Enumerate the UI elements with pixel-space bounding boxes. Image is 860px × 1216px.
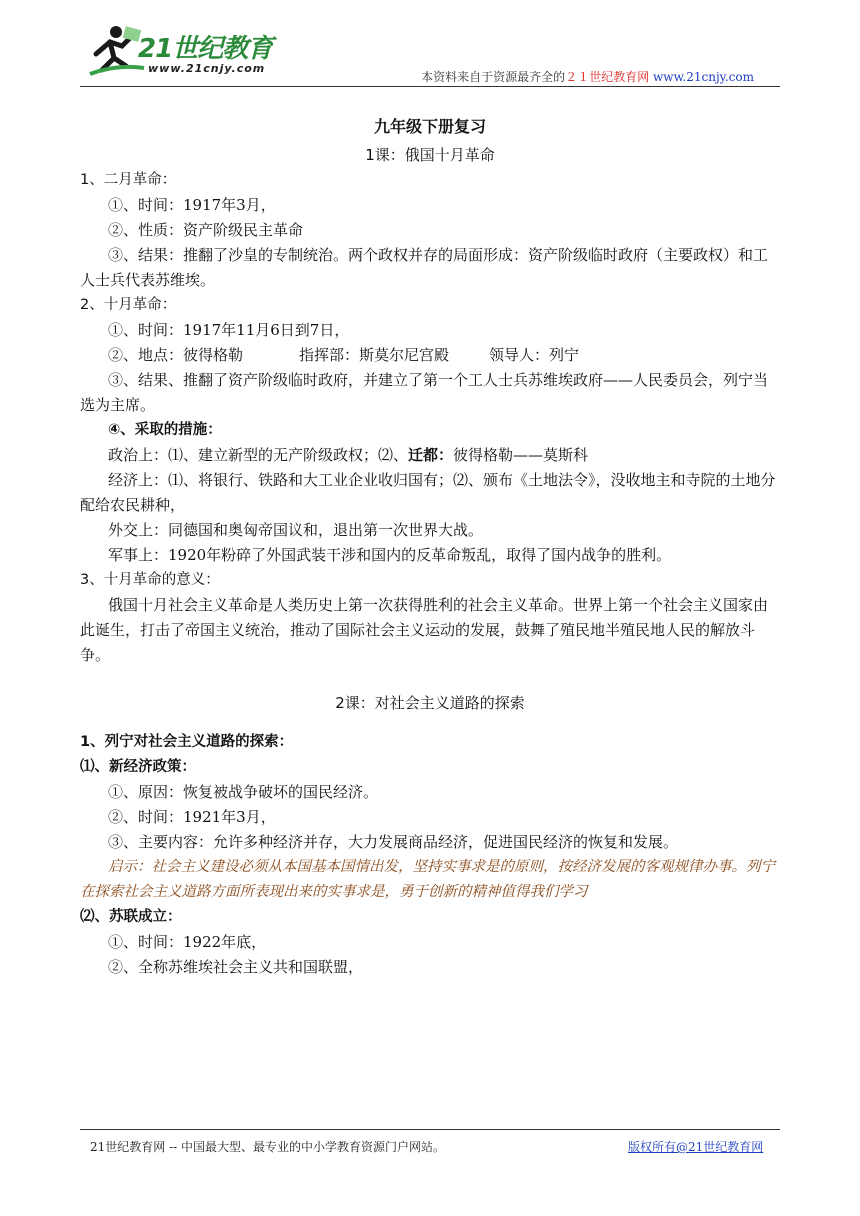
lesson1-s1-heading: 1、二月革命：	[80, 172, 177, 188]
document-title: 九年级下册复习	[373, 117, 486, 136]
header-note-prefix: 本资料来自于资源最齐全的	[421, 70, 566, 84]
lesson2-line1: ①、原因：恢复被战争破坏的国民经济。	[108, 783, 379, 801]
lesson2-hint: 启示：社会主义建设必须从本国基本国情出发，坚持实事求是的原则，按经济发展的客观规律办事。列宁在探索社会主义道路方面所表现出来的实事求是，勇于创新的精神值得我们学习	[80, 859, 775, 900]
document-body	[80, 112, 780, 980]
lesson2-line2: ②、时间：1921年3月，	[108, 808, 276, 826]
header-note-url[interactable]: www.21cnjy.com	[653, 70, 754, 84]
leader-text: 领导人：列宁	[489, 346, 580, 364]
lesson1-s2-line1: ①、时间：1917年11月6日到7日，	[108, 321, 350, 339]
place-text: ②、地点：彼得格勒	[108, 346, 244, 364]
page-header	[80, 20, 780, 86]
command-text: 指挥部：斯莫尔尼宫殿	[299, 346, 450, 364]
site-logo[interactable]	[86, 24, 286, 82]
lesson1-s3-body: 俄国十月社会主义革命是人类历史上第一次获得胜利的社会主义革命。世界上第一个社会主义国家由此诞生，打击了帝国主义统治，推动了国际社会主义运动的发展，鼓舞了殖民地半殖民地人民的解放斗争。	[80, 596, 769, 664]
lesson1-s2-line4: ④、采取的措施：	[108, 422, 222, 438]
lesson2-line3: ③、主要内容：允许多种经济并存，大力发展商品经济，促进国民经济的恢复和发展。	[108, 833, 679, 851]
politics-line: 政治上：⑴、建立新型的无产阶级政权；⑵、迁都：彼得格勒——莫斯科	[108, 446, 589, 464]
lesson2-sub2-heading: ⑵、苏联成立：	[80, 909, 182, 925]
ussr-line1: ①、时间：1922年底，	[108, 933, 267, 951]
lesson2-title: 2课：对社会主义道路的探索	[335, 694, 525, 712]
lesson2-sub1-heading: ⑴、新经济政策：	[80, 759, 196, 775]
footer-divider	[80, 1129, 780, 1130]
economy-line: 经济上：⑴、将银行、铁路和大工业企业收归国有；⑵、颁布《土地法令》，没收地主和寺院的土地分配给农民耕种，	[80, 471, 776, 514]
lesson1-s3-heading: 3、十月革命的意义：	[80, 572, 220, 588]
header-divider	[80, 86, 780, 87]
lesson1-s1-line2: ②、性质：资产阶级民主革命	[108, 221, 304, 239]
footer-copyright-link[interactable]: 版权所有@21世纪教育网	[628, 1140, 764, 1154]
lesson1-s1-line3: ③、结果：推翻了沙皇的专制统治。两个政权并存的局面形成：资产阶级临时政府（主要政权）和工人士兵代表苏维埃。	[80, 246, 769, 289]
logo-wordmark: 21世纪教育	[138, 34, 273, 64]
military-line: 军事上：1920年粉碎了外国武装干涉和国内的反革命叛乱，取得了国内战争的胜利。	[108, 546, 672, 564]
ussr-line2: ②、全称苏维埃社会主义共和国联盟，	[108, 958, 364, 976]
header-note-site-name: ２１世纪教育网	[565, 70, 650, 84]
lesson1-s1-line1: ①、时间：1917年3月，	[108, 196, 276, 214]
lesson1-s2-line3: ③、结果、推翻了资产阶级临时政府，并建立了第一个工人士兵苏维埃政府——人民委员会，列宁当选为主席。	[80, 371, 769, 414]
lesson1-s2-line2	[80, 343, 780, 368]
lesson2-s1-heading: 1、列宁对社会主义道路的探索：	[80, 734, 294, 750]
diplomacy-line: 外交上：同德国和奥匈帝国议和，退出第一次世界大战。	[108, 521, 484, 539]
lesson1-title: 1课：俄国十月革命	[365, 146, 495, 164]
lesson1-s2-heading: 2、十月革命：	[80, 297, 177, 313]
footer-site-description: 21世纪教育网 -- 中国最大型、最专业的中小学教育资源门户网站。	[90, 1140, 446, 1154]
logo-url: www.21cnjy.com	[148, 62, 266, 75]
running-figure-logo-icon	[86, 24, 146, 80]
header-note	[421, 68, 754, 85]
